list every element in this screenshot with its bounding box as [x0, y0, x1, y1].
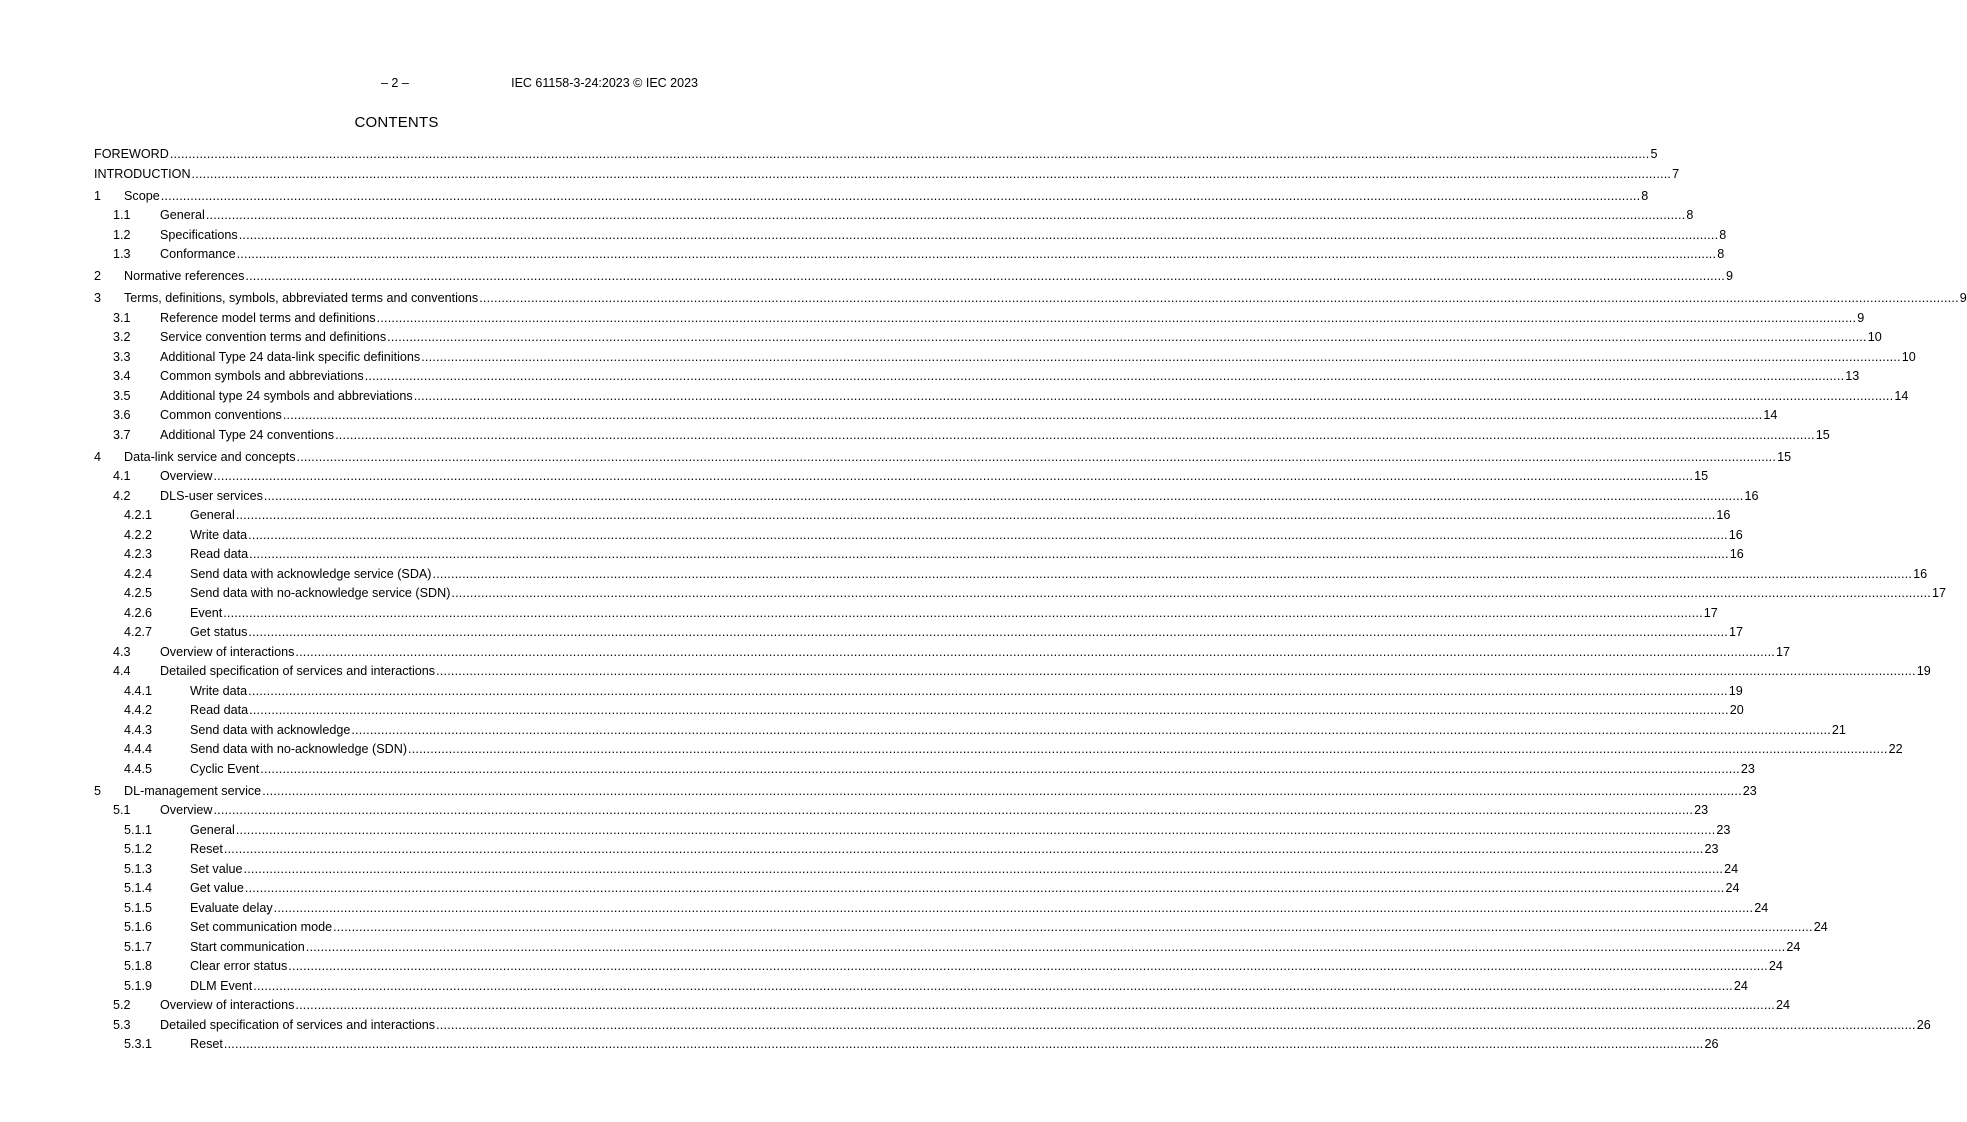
toc-entry-number: 5.1.2 — [124, 842, 153, 856]
toc-entry[interactable] — [94, 448, 1792, 468]
toc-entry-page: 24 — [1768, 959, 1783, 973]
toc-entry-title: Read data — [190, 545, 248, 565]
toc-entry-page: 24 — [1775, 998, 1790, 1012]
toc-entry[interactable] — [94, 406, 1778, 426]
toc-dot-leader: ................................................................................................................................................................................................................................................................................................................................................................................................................ — [335, 427, 1815, 442]
toc-entry[interactable] — [94, 309, 1865, 329]
toc-dot-leader: ................................................................................................................................................................................................................................................................................................................................................................................................................ — [295, 998, 1775, 1012]
toc-entry-page: 14 — [1894, 388, 1909, 403]
toc-entry-title: Specifications — [160, 226, 238, 246]
toc-entry-page: 23 — [1694, 803, 1709, 817]
page-number: – 2 – — [381, 76, 409, 90]
toc-entry-title: Overview — [160, 467, 212, 487]
toc-entry-page: 9 — [1959, 291, 1967, 305]
toc-dot-leader: ................................................................................................................................................................................................................................................................................................................................................................................................................ — [333, 920, 1813, 934]
toc-entry-page: 24 — [1724, 861, 1739, 876]
toc-dot-leader: ................................................................................................................................................................................................................................................................................................................................................................................................................ — [295, 644, 1775, 659]
toc-entry-number: 4.3 — [113, 644, 131, 659]
toc-entry[interactable] — [94, 328, 1882, 348]
toc-dot-leader: ................................................................................................................................................................................................................................................................................................................................................................................................................ — [262, 783, 1742, 798]
toc-entry-title: Send data with acknowledge service (SDA) — [190, 565, 432, 585]
toc-entry-page: 13 — [1845, 369, 1860, 383]
toc-entry-page: 10 — [1867, 330, 1882, 344]
toc-entry-number: 4.2.7 — [124, 625, 153, 639]
toc-entry-title: Service convention terms and definitions — [160, 328, 386, 348]
toc-entry-page: 23 — [1716, 822, 1731, 837]
toc-dot-leader: ................................................................................................................................................................................................................................................................................................................................................................................................................ — [223, 842, 1704, 856]
toc-entry[interactable] — [94, 1035, 1719, 1055]
toc-dot-leader: ................................................................................................................................................................................................................................................................................................................................................................................................................ — [253, 978, 1733, 993]
toc-dot-leader: ................................................................................................................................................................................................................................................................................................................................................................................................................ — [282, 408, 1763, 422]
toc-entry-title: Overview of interactions — [160, 996, 294, 1016]
toc-entry-number: 4 — [94, 449, 102, 464]
toc-entry[interactable] — [94, 545, 1744, 565]
toc-entry-number: 1 — [94, 188, 102, 203]
toc-entry[interactable] — [94, 267, 1733, 287]
toc-entry-title: Conformance — [160, 245, 236, 265]
toc-entry-page: 14 — [1763, 408, 1778, 422]
toc-dot-leader: ................................................................................................................................................................................................................................................................................................................................................................................................................ — [263, 488, 1744, 503]
toc-entry[interactable] — [94, 584, 1946, 604]
toc-entry-number: 5.3 — [113, 1017, 131, 1032]
toc-entry-page: 23 — [1740, 761, 1755, 776]
toc-entry-page: 23 — [1742, 783, 1757, 798]
toc-dot-leader: ................................................................................................................................................................................................................................................................................................................................................................................................................ — [249, 703, 1729, 717]
toc-entry-title: Additional Type 24 conventions — [160, 426, 334, 446]
toc-entry-title: General — [190, 821, 235, 841]
toc-dot-leader: ................................................................................................................................................................................................................................................................................................................................................................................................................ — [260, 761, 1740, 776]
toc-entry[interactable] — [94, 879, 1740, 899]
toc-entry-number: 4.4.1 — [124, 683, 153, 698]
toc-entry-page: 5 — [1650, 147, 1658, 161]
toc-entry-page: 9 — [1725, 269, 1733, 283]
toc-entry-title: Common conventions — [160, 406, 282, 426]
toc-entry[interactable] — [94, 289, 1967, 309]
toc-entry-page: 16 — [1913, 566, 1928, 581]
toc-entry-page: 21 — [1831, 722, 1846, 737]
toc-entry-page: 9 — [1857, 310, 1865, 325]
toc-dot-leader: ................................................................................................................................................................................................................................................................................................................................................................................................................ — [248, 683, 1728, 698]
toc-entry-page: 8 — [1719, 227, 1727, 242]
toc-entry-page: 17 — [1931, 586, 1946, 600]
toc-entry-number: 4.2.6 — [124, 605, 153, 620]
toc-dot-leader: ................................................................................................................................................................................................................................................................................................................................................................................................................ — [213, 803, 1694, 817]
toc-entry-title: Reference model terms and definitions — [160, 309, 376, 329]
toc-entry-number: 3.5 — [113, 388, 131, 403]
toc-entry-title: Reset — [190, 1035, 223, 1055]
page-header — [0, 76, 793, 92]
toc-entry-number: 5.1.4 — [124, 881, 153, 895]
toc-entry-title: Get value — [190, 879, 244, 899]
toc-entry-title: Additional Type 24 data-link specific definitions — [160, 348, 420, 368]
toc-dot-leader: ................................................................................................................................................................................................................................................................................................................................................................................................................ — [421, 349, 1901, 364]
toc-dot-leader: ................................................................................................................................................................................................................................................................................................................................................................................................................ — [351, 722, 1831, 737]
toc-entry-number: 3.1 — [113, 310, 131, 325]
toc-entry[interactable] — [94, 1016, 1931, 1036]
toc-dot-leader: ................................................................................................................................................................................................................................................................................................................................................................................................................ — [244, 881, 1725, 895]
toc-entry-page: 23 — [1704, 842, 1719, 856]
toc-entry-title: Send data with no-acknowledge service (SDN) — [190, 584, 450, 604]
toc-dot-leader: ................................................................................................................................................................................................................................................................................................................................................................................................................ — [451, 586, 1931, 600]
toc-dot-leader: ................................................................................................................................................................................................................................................................................................................................................................................................................ — [236, 247, 1717, 261]
toc-entry-page: 20 — [1729, 703, 1744, 717]
toc-dot-leader: ................................................................................................................................................................................................................................................................................................................................................................................................................ — [288, 959, 1768, 973]
toc-entry-number: 2 — [94, 269, 102, 283]
toc-entry-page: 17 — [1775, 644, 1790, 659]
toc-entry-title: Detailed specification of services and interactions — [160, 662, 435, 682]
toc-dot-leader: ................................................................................................................................................................................................................................................................................................................................................................................................................ — [376, 310, 1857, 325]
toc-entry-title: Send data with acknowledge — [190, 721, 350, 741]
toc-dot-leader: ................................................................................................................................................................................................................................................................................................................................................................................................................ — [169, 147, 1650, 161]
toc-entry[interactable] — [94, 623, 1743, 643]
toc-entry[interactable] — [94, 145, 1658, 165]
toc-entry-title: INTRODUCTION — [94, 165, 191, 185]
toc-entry-title: Set communication mode — [190, 918, 332, 938]
toc-entry-title: Set value — [190, 860, 243, 880]
toc-entry-page: 8 — [1717, 247, 1725, 261]
toc-entry-number: 5 — [94, 783, 102, 798]
toc-entry-page: 19 — [1728, 683, 1743, 698]
toc-entry[interactable] — [94, 426, 1830, 446]
toc-dot-leader: ................................................................................................................................................................................................................................................................................................................................................................................................................ — [479, 291, 1959, 305]
toc-entry[interactable] — [94, 206, 1694, 226]
toc-entry-number: 4.4 — [113, 664, 131, 678]
toc-entry-number: 5.1.1 — [124, 822, 153, 837]
toc-entry-title: Write data — [190, 526, 247, 546]
toc-entry-title: Clear error status — [190, 957, 287, 977]
toc-entry-number: 1.2 — [113, 227, 131, 242]
toc-entry-number: 4.2.5 — [124, 586, 153, 600]
toc-dot-leader: ................................................................................................................................................................................................................................................................................................................................................................................................................ — [273, 900, 1754, 915]
toc-entry[interactable] — [94, 682, 1743, 702]
toc-entry[interactable] — [94, 957, 1783, 977]
toc-entry-number: 5.1.9 — [124, 978, 153, 993]
toc-entry-title: Common symbols and abbreviations — [160, 367, 364, 387]
toc-entry-title: Event — [190, 604, 222, 624]
toc-entry[interactable] — [94, 721, 1846, 741]
page-title: CONTENTS — [354, 114, 439, 131]
toc-entry[interactable] — [94, 604, 1718, 624]
toc-entry-page: 16 — [1744, 488, 1759, 503]
toc-entry[interactable] — [94, 996, 1790, 1016]
toc-entry-title: Scope — [124, 187, 160, 207]
toc-entry[interactable] — [94, 860, 1739, 880]
toc-entry[interactable] — [94, 487, 1759, 507]
toc-entry-page: 16 — [1716, 508, 1731, 522]
toc-entry[interactable] — [94, 367, 1860, 387]
toc-entry[interactable] — [94, 801, 1709, 821]
toc-entry-number: 5.1.3 — [124, 861, 153, 876]
toc-entry-page: 15 — [1777, 449, 1792, 464]
toc-entry-page: 26 — [1916, 1017, 1931, 1032]
toc-dot-leader: ................................................................................................................................................................................................................................................................................................................................................................................................................ — [249, 547, 1729, 561]
toc-entry[interactable] — [94, 526, 1743, 546]
toc-dot-leader: ................................................................................................................................................................................................................................................................................................................................................................................................................ — [243, 861, 1724, 876]
toc-entry[interactable] — [94, 165, 1680, 185]
toc-entry[interactable] — [94, 701, 1744, 721]
toc-entry-page: 24 — [1754, 900, 1769, 915]
toc-dot-leader: ................................................................................................................................................................................................................................................................................................................................................................................................................ — [408, 742, 1888, 756]
toc-entry[interactable] — [94, 245, 1725, 265]
toc-entry[interactable] — [94, 187, 1649, 207]
toc-entry-page: 10 — [1901, 349, 1916, 364]
toc-dot-leader: ................................................................................................................................................................................................................................................................................................................................................................................................................ — [364, 369, 1845, 383]
toc-entry-number: 5.2 — [113, 998, 131, 1012]
toc-entry-page: 17 — [1728, 625, 1743, 639]
toc-dot-leader: ................................................................................................................................................................................................................................................................................................................................................................................................................ — [413, 388, 1894, 403]
toc-entry-title: Reset — [190, 840, 223, 860]
toc-dot-leader: ................................................................................................................................................................................................................................................................................................................................................................................................................ — [248, 527, 1728, 542]
toc-entry-title: Overview of interactions — [160, 643, 294, 663]
toc-entry-title: Get status — [190, 623, 247, 643]
toc-entry-number: 3.7 — [113, 427, 131, 442]
toc-entry-number: 5.1.5 — [124, 900, 153, 915]
toc-entry-title: Terms, definitions, symbols, abbreviated terms and conventions — [124, 289, 478, 309]
toc-dot-leader: ................................................................................................................................................................................................................................................................................................................................................................................................................ — [432, 566, 1913, 581]
toc-entry-number: 4.2.2 — [124, 527, 153, 542]
toc-entry[interactable] — [94, 643, 1790, 663]
toc-dot-leader: ................................................................................................................................................................................................................................................................................................................................................................................................................ — [245, 269, 1725, 283]
toc-dot-leader: ................................................................................................................................................................................................................................................................................................................................................................................................................ — [436, 1017, 1916, 1032]
toc-entry[interactable] — [94, 938, 1801, 958]
toc-entry-number: 4.4.3 — [124, 722, 153, 737]
toc-entry-title: Normative references — [124, 267, 244, 287]
toc-entry-page: 8 — [1686, 208, 1694, 222]
toc-entry[interactable] — [94, 840, 1719, 860]
toc-entry-number: 3 — [94, 291, 102, 305]
toc-dot-leader: ................................................................................................................................................................................................................................................................................................................................................................................................................ — [238, 227, 1719, 242]
toc-entry-page: 15 — [1694, 469, 1709, 483]
toc-dot-leader: ................................................................................................................................................................................................................................................................................................................................................................................................................ — [223, 605, 1703, 620]
toc-entry-page: 24 — [1813, 920, 1828, 934]
toc-entry-title: Send data with no-acknowledge (SDN) — [190, 740, 407, 760]
toc-entry-number: 4.4.5 — [124, 761, 153, 776]
toc-dot-leader: ................................................................................................................................................................................................................................................................................................................................................................................................................ — [205, 208, 1686, 222]
toc-entry-page: 22 — [1888, 742, 1903, 756]
toc-entry-number: 4.2.4 — [124, 566, 153, 581]
toc-entry-number: 4.1 — [113, 469, 131, 483]
toc-entry[interactable] — [94, 467, 1709, 487]
toc-entry[interactable] — [94, 226, 1727, 246]
toc-entry[interactable] — [94, 760, 1755, 780]
toc-entry-number: 4.2.3 — [124, 547, 153, 561]
toc-entry[interactable] — [94, 506, 1731, 526]
toc-entry-number: 1.3 — [113, 247, 131, 261]
toc-entry-number: 3.3 — [113, 349, 131, 364]
toc-entry-number: 4.4.2 — [124, 703, 153, 717]
toc-entry-number: 3.6 — [113, 408, 131, 422]
toc-entry-number: 3.2 — [113, 330, 131, 344]
toc-entry-title: General — [190, 506, 235, 526]
toc-entry-page: 16 — [1729, 547, 1744, 561]
toc-entry[interactable] — [94, 782, 1757, 802]
toc-entry-number: 5.1 — [113, 803, 131, 817]
toc-dot-leader: ................................................................................................................................................................................................................................................................................................................................................................................................................ — [235, 508, 1716, 522]
toc-entry-title: General — [160, 206, 205, 226]
toc-entry-title: Overview — [160, 801, 212, 821]
toc-dot-leader: ................................................................................................................................................................................................................................................................................................................................................................................................................ — [160, 188, 1641, 203]
toc-entry-title: Write data — [190, 682, 247, 702]
toc-entry-number: 4.4.4 — [124, 742, 153, 756]
toc-dot-leader: ................................................................................................................................................................................................................................................................................................................................................................................................................ — [248, 625, 1728, 639]
toc-entry-page: 7 — [1672, 166, 1680, 181]
toc-entry-title: Start communication — [190, 938, 305, 958]
toc-entry-page: 24 — [1733, 978, 1748, 993]
toc-entry-title: Additional type 24 symbols and abbreviations — [160, 387, 413, 407]
toc-entry-title: FOREWORD — [94, 145, 169, 165]
toc-entry[interactable] — [94, 977, 1748, 997]
toc-dot-leader: ................................................................................................................................................................................................................................................................................................................................................................................................................ — [305, 939, 1786, 954]
toc-entry[interactable] — [94, 348, 1916, 368]
toc-entry-title: Read data — [190, 701, 248, 721]
toc-dot-leader: ................................................................................................................................................................................................................................................................................................................................................................................................................ — [213, 469, 1694, 483]
toc-entry[interactable] — [94, 387, 1909, 407]
toc-entry-number: 5.1.7 — [124, 939, 153, 954]
toc-dot-leader: ................................................................................................................................................................................................................................................................................................................................................................................................................ — [223, 1037, 1704, 1051]
toc-entry-page: 16 — [1728, 527, 1743, 542]
toc-dot-leader: ................................................................................................................................................................................................................................................................................................................................................................................................................ — [191, 166, 1672, 181]
toc-entry-page: 15 — [1815, 427, 1830, 442]
toc-entry-page: 26 — [1704, 1037, 1719, 1051]
toc-entry-page: 24 — [1786, 939, 1801, 954]
table-of-contents — [94, 145, 1967, 1055]
toc-entry[interactable] — [94, 565, 1928, 585]
toc-entry[interactable] — [94, 899, 1769, 919]
toc-entry-number: 1.1 — [113, 208, 131, 222]
toc-entry-title: DLM Event — [190, 977, 252, 997]
toc-entry-page: 17 — [1703, 605, 1718, 620]
toc-entry[interactable] — [94, 821, 1731, 841]
toc-dot-leader: ................................................................................................................................................................................................................................................................................................................................................................................................................ — [296, 449, 1777, 464]
toc-entry-page: 24 — [1725, 881, 1740, 895]
toc-entry-title: DL-management service — [124, 782, 261, 802]
toc-entry[interactable] — [94, 918, 1828, 938]
toc-dot-leader: ................................................................................................................................................................................................................................................................................................................................................................................................................ — [387, 330, 1867, 344]
toc-entry[interactable] — [94, 662, 1931, 682]
toc-entry-number: 4.2 — [113, 488, 131, 503]
document-id: IEC 61158-3-24:2023 © IEC 2023 — [511, 76, 698, 90]
toc-dot-leader: ................................................................................................................................................................................................................................................................................................................................................................................................................ — [235, 822, 1716, 837]
toc-entry-page: 8 — [1641, 188, 1649, 203]
toc-entry-title: Detailed specification of services and interactions — [160, 1016, 435, 1036]
toc-entry-number: 5.1.8 — [124, 959, 153, 973]
toc-entry-number: 5.1.6 — [124, 920, 153, 934]
toc-entry-number: 4.2.1 — [124, 508, 153, 522]
toc-entry-page: 19 — [1916, 664, 1931, 678]
toc-entry-title: DLS-user services — [160, 487, 263, 507]
toc-entry-number: 5.3.1 — [124, 1037, 153, 1051]
toc-entry-number: 3.4 — [113, 369, 131, 383]
toc-entry-title: Data-link service and concepts — [124, 448, 296, 468]
toc-dot-leader: ................................................................................................................................................................................................................................................................................................................................................................................................................ — [436, 664, 1916, 678]
toc-entry-title: Evaluate delay — [190, 899, 273, 919]
toc-entry[interactable] — [94, 740, 1903, 760]
toc-entry-title: Cyclic Event — [190, 760, 259, 780]
